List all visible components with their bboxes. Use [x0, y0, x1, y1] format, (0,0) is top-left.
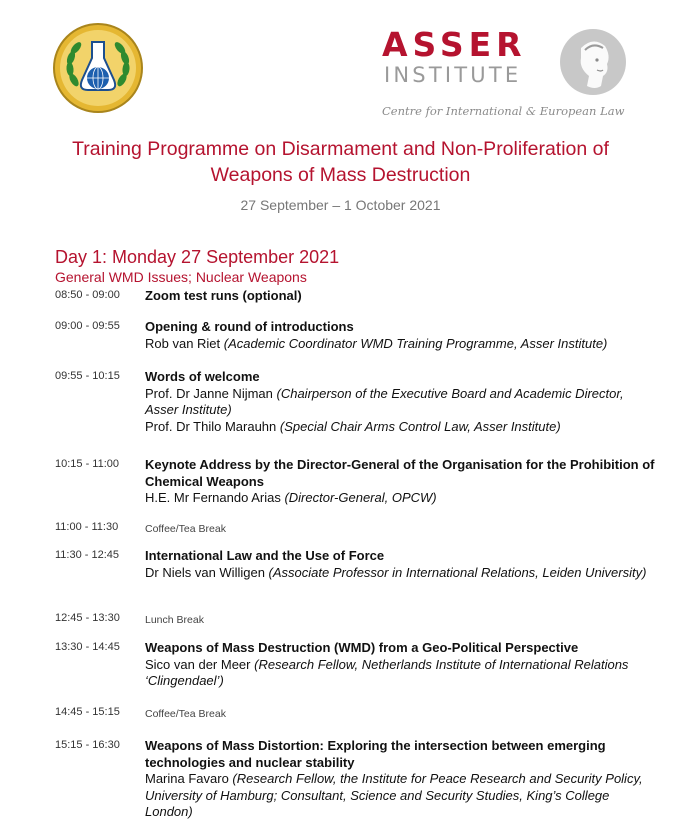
session-time: 14:45 - 15:15: [55, 706, 120, 718]
asser-wordmark: ASSER: [382, 25, 527, 64]
session-title: Weapons of Mass Distortion: Exploring the intersection between emerging technologies and nuclear stability: [145, 738, 606, 770]
speaker-name: Sico van der Meer: [145, 656, 255, 672]
speaker-role: (Director-General, OPCW): [284, 490, 437, 505]
session-title: Zoom test runs (optional): [145, 288, 302, 303]
day-subheading: General WMD Issues; Nuclear Weapons: [55, 269, 307, 285]
session-title: Keynote Address by the Director-General of the Organisation for the Prohibition of Chemical Weapons: [145, 457, 655, 489]
speaker: [145, 336, 655, 353]
programme-title: Training Programme on Disarmament and Non-Proliferation of Weapons of Mass Destruction: [72, 138, 609, 186]
session-time: 09:00 - 09:55: [55, 320, 120, 332]
session-time: 09:55 - 10:15: [55, 370, 120, 382]
asser-portrait-logo: [559, 28, 627, 96]
speaker-name: Rob van Riet: [145, 335, 224, 351]
day-heading: Day 1: Monday 27 September 2021: [55, 247, 340, 267]
break-label: Coffee/Tea Break: [145, 523, 226, 535]
session-time: 08:50 - 09:00: [55, 289, 120, 301]
speaker-role: (Academic Coordinator WMD Training Programme, Asser Institute): [223, 335, 608, 351]
asser-tagline: Centre for International & European Law: [382, 104, 625, 118]
session-time: 10:15 - 11:00: [55, 458, 120, 470]
break-label: Lunch Break: [145, 614, 204, 626]
session-time: 15:15 - 16:30: [55, 739, 120, 751]
asser-institute-label: INSTITUTE: [384, 63, 522, 87]
speaker: [145, 490, 655, 507]
session-time: 12:45 - 13:30: [55, 612, 120, 624]
speaker-role: (Associate Professor in International Relations, Leiden University): [268, 564, 647, 580]
speaker-name: Dr Niels van Willigen: [145, 564, 269, 580]
session-time: 11:30 - 12:45: [55, 549, 120, 561]
speaker-name: Marina Favaro: [145, 771, 233, 786]
speaker: [145, 419, 655, 436]
asser-logo: [382, 25, 527, 88]
break-label: Coffee/Tea Break: [145, 708, 226, 720]
session-time: 13:30 - 14:45: [55, 641, 120, 653]
session-time: 11:00 - 11:30: [55, 521, 119, 533]
session-title: Weapons of Mass Destruction (WMD) from a Geo-Political Perspective: [145, 640, 579, 655]
speaker-role: (Research Fellow, Netherlands Institute of International Relations ‘Clingendael’): [145, 656, 629, 688]
speaker-role: (Special Chair Arms Control Law, Asser Institute): [279, 418, 561, 434]
speaker-name: H.E. Mr Fernando Arias: [145, 490, 285, 505]
speaker-role: (Chairperson of the Executive Board and Academic Director, Asser Institute): [145, 385, 624, 417]
session-title: Words of welcome: [145, 369, 260, 384]
speaker: [145, 657, 655, 690]
session-title: International Law and the Use of Force: [145, 548, 385, 563]
speaker-name: Prof. Dr Janne Nijman: [145, 385, 277, 401]
speaker: [145, 386, 655, 419]
speaker-name: Prof. Dr Thilo Marauhn: [145, 418, 280, 434]
programme-dates: 27 September – 1 October 2021: [240, 197, 441, 213]
speaker-role: (Research Fellow, the Institute for Peace Research and Security Policy, University of Hamburg; Consultant, Science and Security Studies, King’s College London): [145, 771, 643, 819]
speaker: [145, 565, 655, 582]
speaker: [145, 771, 655, 821]
opcw-logo: [52, 22, 144, 114]
session-title: Opening & round of introductions: [145, 319, 354, 334]
